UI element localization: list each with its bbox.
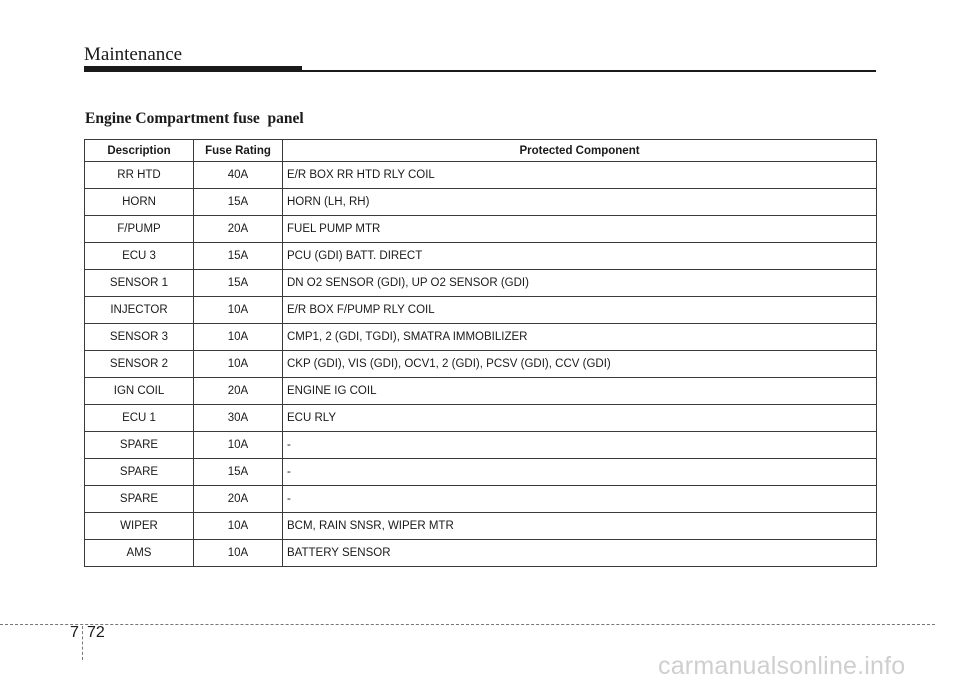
cell-protected-component: CMP1, 2 (GDI, TGDI), SMATRA IMMOBILIZER (283, 324, 877, 351)
cell-protected-component: CKP (GDI), VIS (GDI), OCV1, 2 (GDI), PCSV (GDI), CCV (GDI) (283, 351, 877, 378)
table-row (85, 270, 877, 297)
cell-protected-component: - (283, 432, 877, 459)
cell-protected-component: E/R BOX F/PUMP RLY COIL (283, 297, 877, 324)
cell-description: RR HTD (85, 162, 194, 189)
table-row (85, 189, 877, 216)
cell-description: WIPER (85, 513, 194, 540)
table-row (85, 243, 877, 270)
table-row (85, 351, 877, 378)
header-rule-thick (84, 66, 302, 72)
cell-fuse-rating: 10A (194, 432, 283, 459)
watermark-text: carmanualsonline.info (658, 652, 906, 680)
cell-description: IGN COIL (85, 378, 194, 405)
cell-description: ECU 1 (85, 405, 194, 432)
column-header-description: Description (85, 140, 194, 162)
cell-description: SPARE (85, 459, 194, 486)
cell-fuse-rating: 40A (194, 162, 283, 189)
page-number: 72 (87, 624, 105, 641)
cell-description: SPARE (85, 486, 194, 513)
table-row (85, 324, 877, 351)
cell-protected-component: ECU RLY (283, 405, 877, 432)
table-row (85, 540, 877, 567)
cell-description: SENSOR 1 (85, 270, 194, 297)
cell-fuse-rating: 20A (194, 486, 283, 513)
table-row (85, 405, 877, 432)
cell-fuse-rating: 15A (194, 243, 283, 270)
cell-protected-component: BCM, RAIN SNSR, WIPER MTR (283, 513, 877, 540)
cell-description: AMS (85, 540, 194, 567)
cell-protected-component: BATTERY SENSOR (283, 540, 877, 567)
cell-description: SENSOR 3 (85, 324, 194, 351)
section-title: Engine Compartment fuse panel (85, 110, 304, 127)
footer-divider (0, 624, 935, 625)
cell-fuse-rating: 30A (194, 405, 283, 432)
table-row (85, 513, 877, 540)
cell-fuse-rating: 15A (194, 459, 283, 486)
table-row (85, 162, 877, 189)
cell-fuse-rating: 10A (194, 324, 283, 351)
cell-protected-component: FUEL PUMP MTR (283, 216, 877, 243)
cell-description: HORN (85, 189, 194, 216)
cell-fuse-rating: 10A (194, 513, 283, 540)
cell-fuse-rating: 10A (194, 351, 283, 378)
cell-description: SPARE (85, 432, 194, 459)
header-rule-thin (300, 70, 876, 72)
cell-fuse-rating: 20A (194, 216, 283, 243)
cell-description: SENSOR 2 (85, 351, 194, 378)
cell-protected-component: - (283, 459, 877, 486)
cell-description: INJECTOR (85, 297, 194, 324)
table-header-row (85, 140, 877, 162)
cell-protected-component: ENGINE IG COIL (283, 378, 877, 405)
cell-description: F/PUMP (85, 216, 194, 243)
cell-fuse-rating: 10A (194, 297, 283, 324)
fuse-table (84, 139, 877, 567)
cell-fuse-rating: 20A (194, 378, 283, 405)
cell-protected-component: E/R BOX RR HTD RLY COIL (283, 162, 877, 189)
cell-protected-component: DN O2 SENSOR (GDI), UP O2 SENSOR (GDI) (283, 270, 877, 297)
cell-fuse-rating: 15A (194, 189, 283, 216)
table-row (85, 432, 877, 459)
chapter-number: 7 (70, 624, 79, 641)
table-row (85, 297, 877, 324)
table-row (85, 459, 877, 486)
column-header-protected-component: Protected Component (283, 140, 877, 162)
column-header-fuse-rating: Fuse Rating (194, 140, 283, 162)
table-row (85, 486, 877, 513)
header-title: Maintenance (84, 44, 183, 65)
cell-fuse-rating: 15A (194, 270, 283, 297)
table-body (85, 162, 877, 567)
footer-page-separator (82, 626, 83, 660)
cell-description: ECU 3 (85, 243, 194, 270)
table-row (85, 378, 877, 405)
cell-protected-component: - (283, 486, 877, 513)
cell-protected-component: HORN (LH, RH) (283, 189, 877, 216)
cell-protected-component: PCU (GDI) BATT. DIRECT (283, 243, 877, 270)
cell-fuse-rating: 10A (194, 540, 283, 567)
table-row (85, 216, 877, 243)
